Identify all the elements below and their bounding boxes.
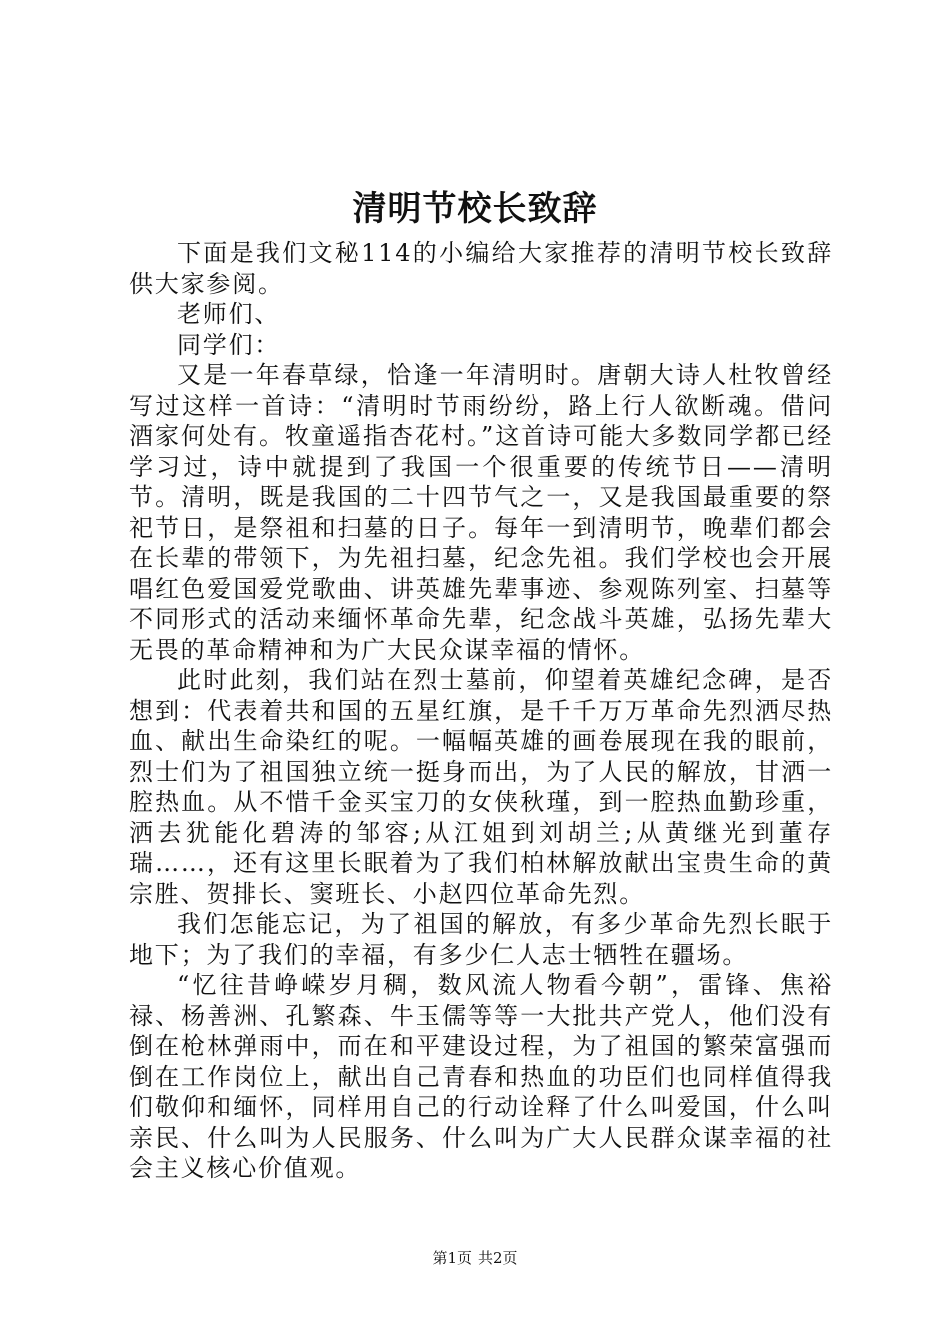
body-paragraph: 此时此刻，我们站在烈士墓前，仰望着英雄纪念碑，是否想到：代表着共和国的五星红旗，是千千万万革命先烈洒尽热血、献出生命染红的呢。一幅幅英雄的画卷展现在我的眼前，烈士们为了祖国独立统一挺身而出，为了人民的解放，甘洒一腔热血。从不惜千金买宝刀的女侠秋瑾，到一腔热血勤珍重，洒去犹能化碧涛的邹容;从江姐到刘胡兰;从黄继光到董存瑞……，还有这里长眠着为了我们柏林解放献出宝贵生命的黄宗胜、贺排长、窦班长、小赵四位革命先烈。 (129, 666, 833, 908)
intro-paragraph: 下面是我们文秘114的小编给大家推荐的清明节校长致辞供大家参阅。 (129, 239, 833, 298)
page-footer (0, 1248, 950, 1268)
body-paragraph: “忆往昔峥嵘岁月稠，数风流人物看今朝”，雷锋、焦裕禄、杨善洲、孔繁森、牛玉儒等等一大批共产党人，他们没有倒在枪林弹雨中，而在和平建设过程，为了祖国的繁荣富强而倒在工作岗位上，献出自己青春和热血的功臣们也同样值得我们敬仰和缅怀，同样用自己的行动诠释了什么叫爱国，什么叫亲民、什么叫为人民服务、什么叫为广大人民群众谋幸福的社会主义核心价值观。 (129, 971, 833, 1182)
body-paragraph: 又是一年春草绿，恰逢一年清明时。唐朝大诗人杜牧曾经写过这样一首诗：“清明时节雨纷纷，路上行人欲断魂。借问酒家何处有。牧童遥指杏花村。”这首诗可能大多数同学都已经学习过，诗中就提到了我国一个很重要的传统节日——清明节。清明，既是我国的二十四节气之一，又是我国最重要的祭祀节日，是祭祖和扫墓的日子。每年一到清明节，晚辈们都会在长辈的带领下，为先祖扫墓，纪念先祖。我们学校也会开展唱红色爱国爱党歌曲、讲英雄先辈事迹、参观陈列室、扫墓等不同形式的活动来缅怀革命先辈，纪念战斗英雄，弘扬先辈大无畏的革命精神和为广大民众谋幸福的情怀。 (129, 361, 833, 664)
page-total: 共2页 (478, 1249, 518, 1267)
page-number: 第1页 (432, 1249, 472, 1267)
salutation-teachers: 老师们、 (177, 300, 281, 328)
salutation-students: 同学们： (177, 330, 281, 359)
body-paragraph: 我们怎能忘记，为了祖国的解放，有多少革命先烈长眠于地下；为了我们的幸福，有多少仁人志士牺牲在疆场。 (129, 910, 833, 969)
document-body (129, 238, 833, 1184)
document-title: 清明节校长致辞 (352, 189, 598, 229)
